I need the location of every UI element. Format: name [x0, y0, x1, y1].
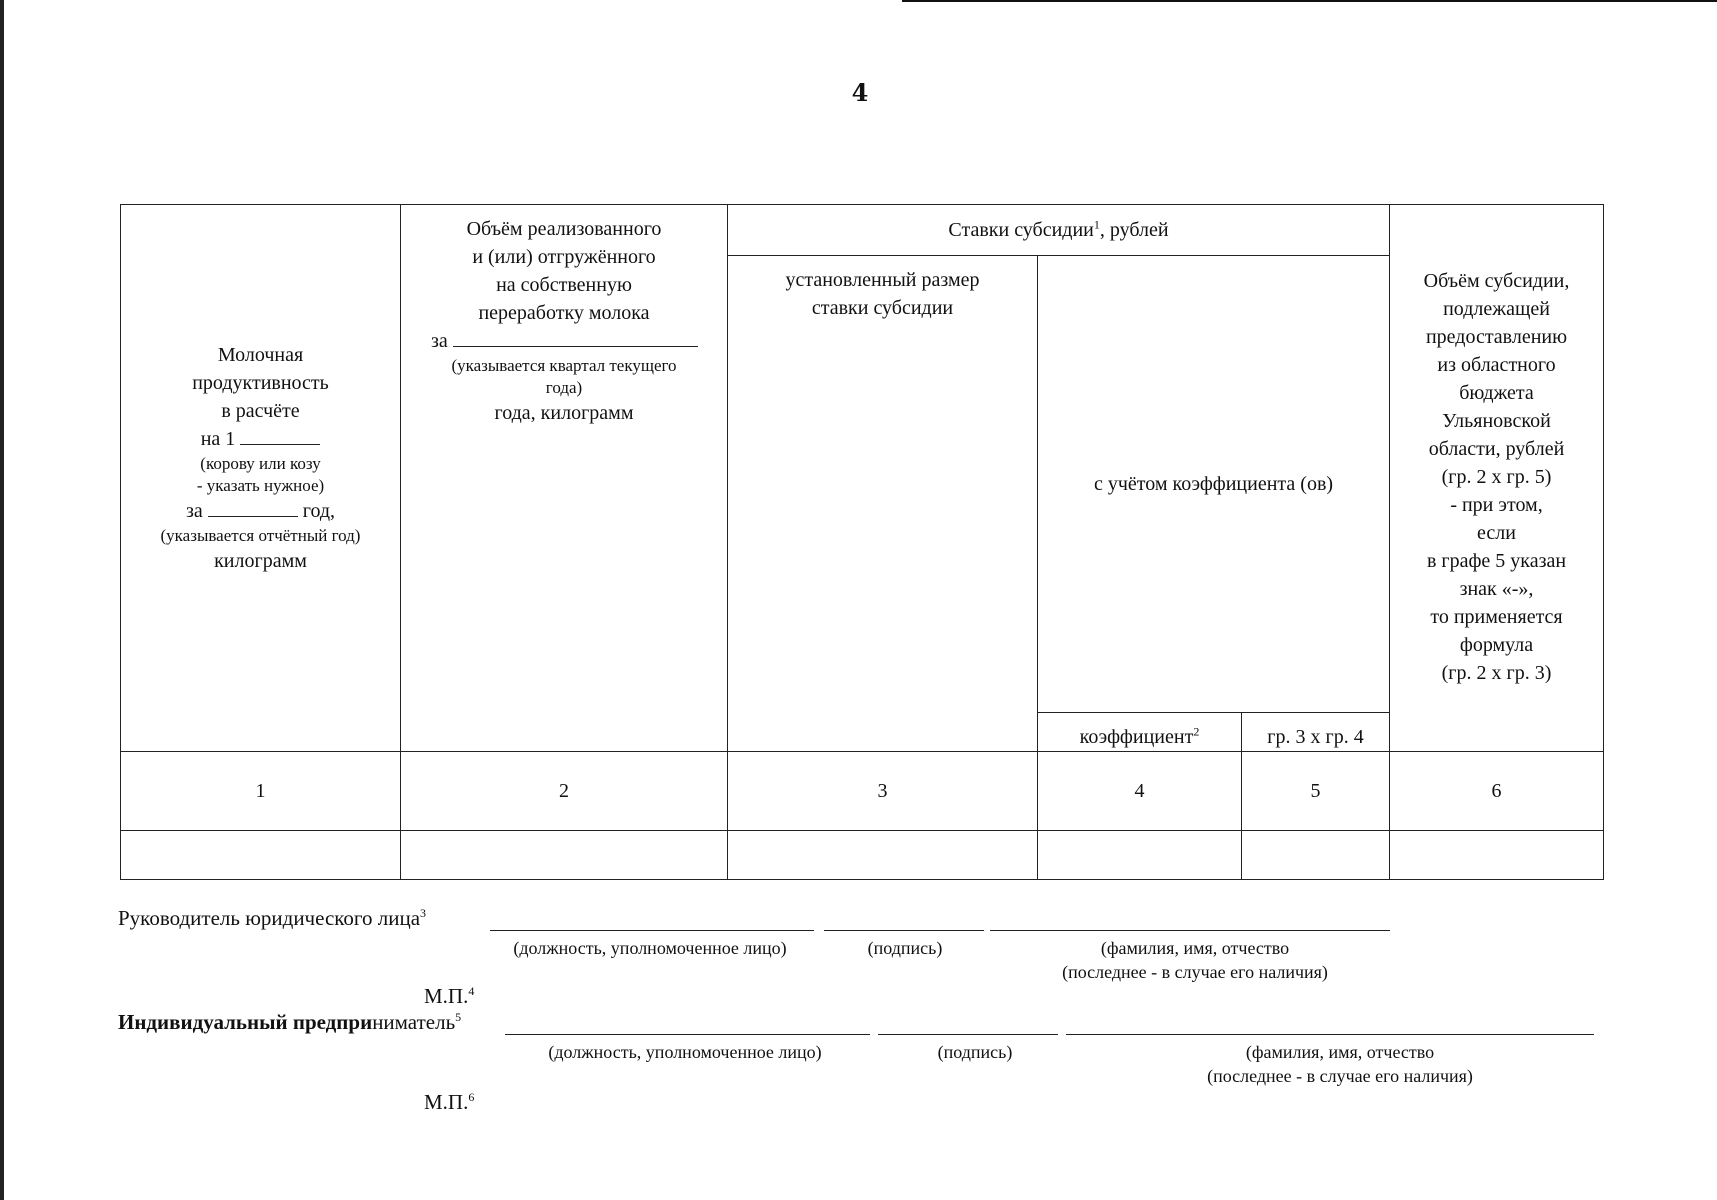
caption-name	[1140, 1040, 1540, 1088]
header-col-3	[728, 256, 1038, 752]
col1-text: продуктивность	[192, 372, 329, 394]
entrepreneur-signature-label	[118, 1010, 461, 1035]
caption-position: (должность, уполномоченное лицо)	[548, 1042, 822, 1062]
col-number: 1	[121, 752, 401, 831]
header-col-5	[1242, 713, 1390, 752]
stamp-place-2	[424, 1090, 474, 1115]
data-cell[interactable]	[728, 831, 1038, 880]
data-cell[interactable]	[1242, 831, 1390, 880]
signature-line[interactable]	[878, 1034, 1058, 1035]
entrepreneur-label: Индивидуальный предпри	[118, 1010, 373, 1034]
rates-group-label: , рублей	[1099, 219, 1169, 241]
col2-text: на собственную	[496, 274, 632, 296]
page-edge-left	[0, 0, 4, 1200]
stamp-label: М.П.	[424, 984, 469, 1008]
col-number: 4	[1038, 752, 1242, 831]
column-numbers-row	[121, 752, 1604, 831]
col6-line: (гр. 2 х гр. 5)	[1441, 466, 1552, 488]
caption-name-line: (фамилия, имя, отчество	[1100, 938, 1290, 958]
col6-line: знак «-»,	[1459, 578, 1534, 600]
caption-position: (должность, уполномоченное лицо)	[513, 938, 787, 958]
col6-line: бюджета	[1459, 382, 1534, 404]
col1-text: год,	[302, 500, 336, 522]
col2-text: Объём реализованного	[466, 218, 662, 240]
footnote-mark: 3	[420, 906, 427, 920]
col-number: 5	[1242, 752, 1390, 831]
col6-line: - при этом,	[1450, 494, 1543, 516]
col6-text	[1390, 205, 1603, 687]
col1-year-line	[121, 497, 400, 525]
col6-line: если	[1477, 522, 1516, 544]
stamp-label: М.П.	[424, 1090, 469, 1114]
caption-name-line: (фамилия, имя, отчество	[1245, 1042, 1435, 1062]
caption-signature: (подпись)	[867, 938, 943, 958]
footnote-mark: 1	[1093, 217, 1100, 232]
col1-text: Молочная	[217, 344, 304, 366]
col2-text: и (или) отгружённого	[472, 246, 656, 268]
col1-text: на 1	[200, 428, 236, 450]
col2-quarter-line	[409, 327, 719, 355]
head-label: Руководитель юридического лица	[118, 906, 421, 930]
col1-text: в расчёте	[221, 400, 300, 422]
full-name-line[interactable]	[1066, 1034, 1594, 1035]
col6-line: формула	[1459, 634, 1534, 656]
data-cell[interactable]	[401, 831, 728, 880]
col6-line: Объём субсидии,	[1423, 270, 1570, 292]
footnote-mark: 5	[455, 1010, 462, 1024]
header-col-1	[121, 205, 401, 752]
data-cell[interactable]	[121, 831, 401, 880]
rates-group-label: Ставки субсидии	[948, 219, 1094, 241]
fill-line	[240, 426, 320, 445]
col2-text: за	[431, 330, 448, 352]
col6-line: области, рублей	[1428, 438, 1565, 460]
col3-text: ставки субсидии	[811, 297, 954, 319]
col6-line: из областного	[1437, 354, 1556, 376]
stamp-place-1	[424, 984, 474, 1009]
header-col-2	[401, 205, 728, 752]
position-line[interactable]	[505, 1034, 870, 1035]
col2-note: (указывается квартал текущего	[451, 356, 677, 375]
position-line[interactable]	[490, 930, 814, 931]
data-cell[interactable]	[1390, 831, 1604, 880]
signature-line[interactable]	[824, 930, 984, 931]
head-signature-label	[118, 906, 426, 931]
col1-note: (корову или козу	[200, 454, 321, 473]
page-edge-top	[902, 0, 1717, 2]
data-cell[interactable]	[1038, 831, 1242, 880]
col6-line: Ульяновской	[1442, 410, 1551, 432]
header-col-4	[1038, 713, 1242, 752]
header-coef-group: с учётом коэффициента (ов)	[1038, 256, 1390, 713]
col5-label: гр. 3 х гр. 4	[1267, 726, 1364, 748]
col6-line: в графе 5 указан	[1426, 550, 1567, 572]
page-number: 4	[851, 78, 869, 107]
fill-line	[208, 498, 298, 517]
col6-line: предоставлению	[1425, 326, 1568, 348]
caption-name	[1000, 936, 1390, 984]
caption-name-line: (последнее - в случае его наличия)	[1062, 962, 1328, 982]
footnote-mark: 2	[1193, 724, 1200, 739]
col2-note: года)	[545, 378, 583, 397]
caption-signature: (подпись)	[937, 1042, 1013, 1062]
footnote-mark: 4	[468, 984, 475, 998]
col1-note: (указывается отчётный год)	[160, 526, 361, 545]
fill-line	[453, 328, 698, 347]
header-col-6	[1390, 205, 1604, 752]
full-name-line[interactable]	[990, 930, 1390, 931]
col1-unit-line	[121, 425, 400, 453]
col6-line: (гр. 2 х гр. 3)	[1441, 662, 1552, 684]
col4-label: коэффициент	[1079, 726, 1194, 748]
col2-text: переработку молока	[478, 302, 650, 324]
col-number: 3	[728, 752, 1038, 831]
col6-line: то применяется	[1430, 606, 1563, 628]
col3-text: установленный размер	[785, 269, 980, 291]
col1-text: килограмм	[214, 550, 307, 572]
caption-name-line: (последнее - в случае его наличия)	[1207, 1066, 1473, 1086]
col1-text: за	[185, 500, 203, 522]
col-number: 2	[401, 752, 728, 831]
data-entry-row	[121, 831, 1604, 880]
col6-line: подлежащей	[1443, 298, 1550, 320]
subsidy-table	[120, 204, 1604, 880]
col2-text: года, килограмм	[494, 402, 634, 424]
col-number: 6	[1390, 752, 1604, 831]
col1-note: - указать нужное)	[196, 476, 325, 495]
header-rates-group	[728, 205, 1390, 256]
entrepreneur-label: ниматель	[372, 1010, 456, 1034]
footnote-mark: 6	[468, 1090, 475, 1104]
